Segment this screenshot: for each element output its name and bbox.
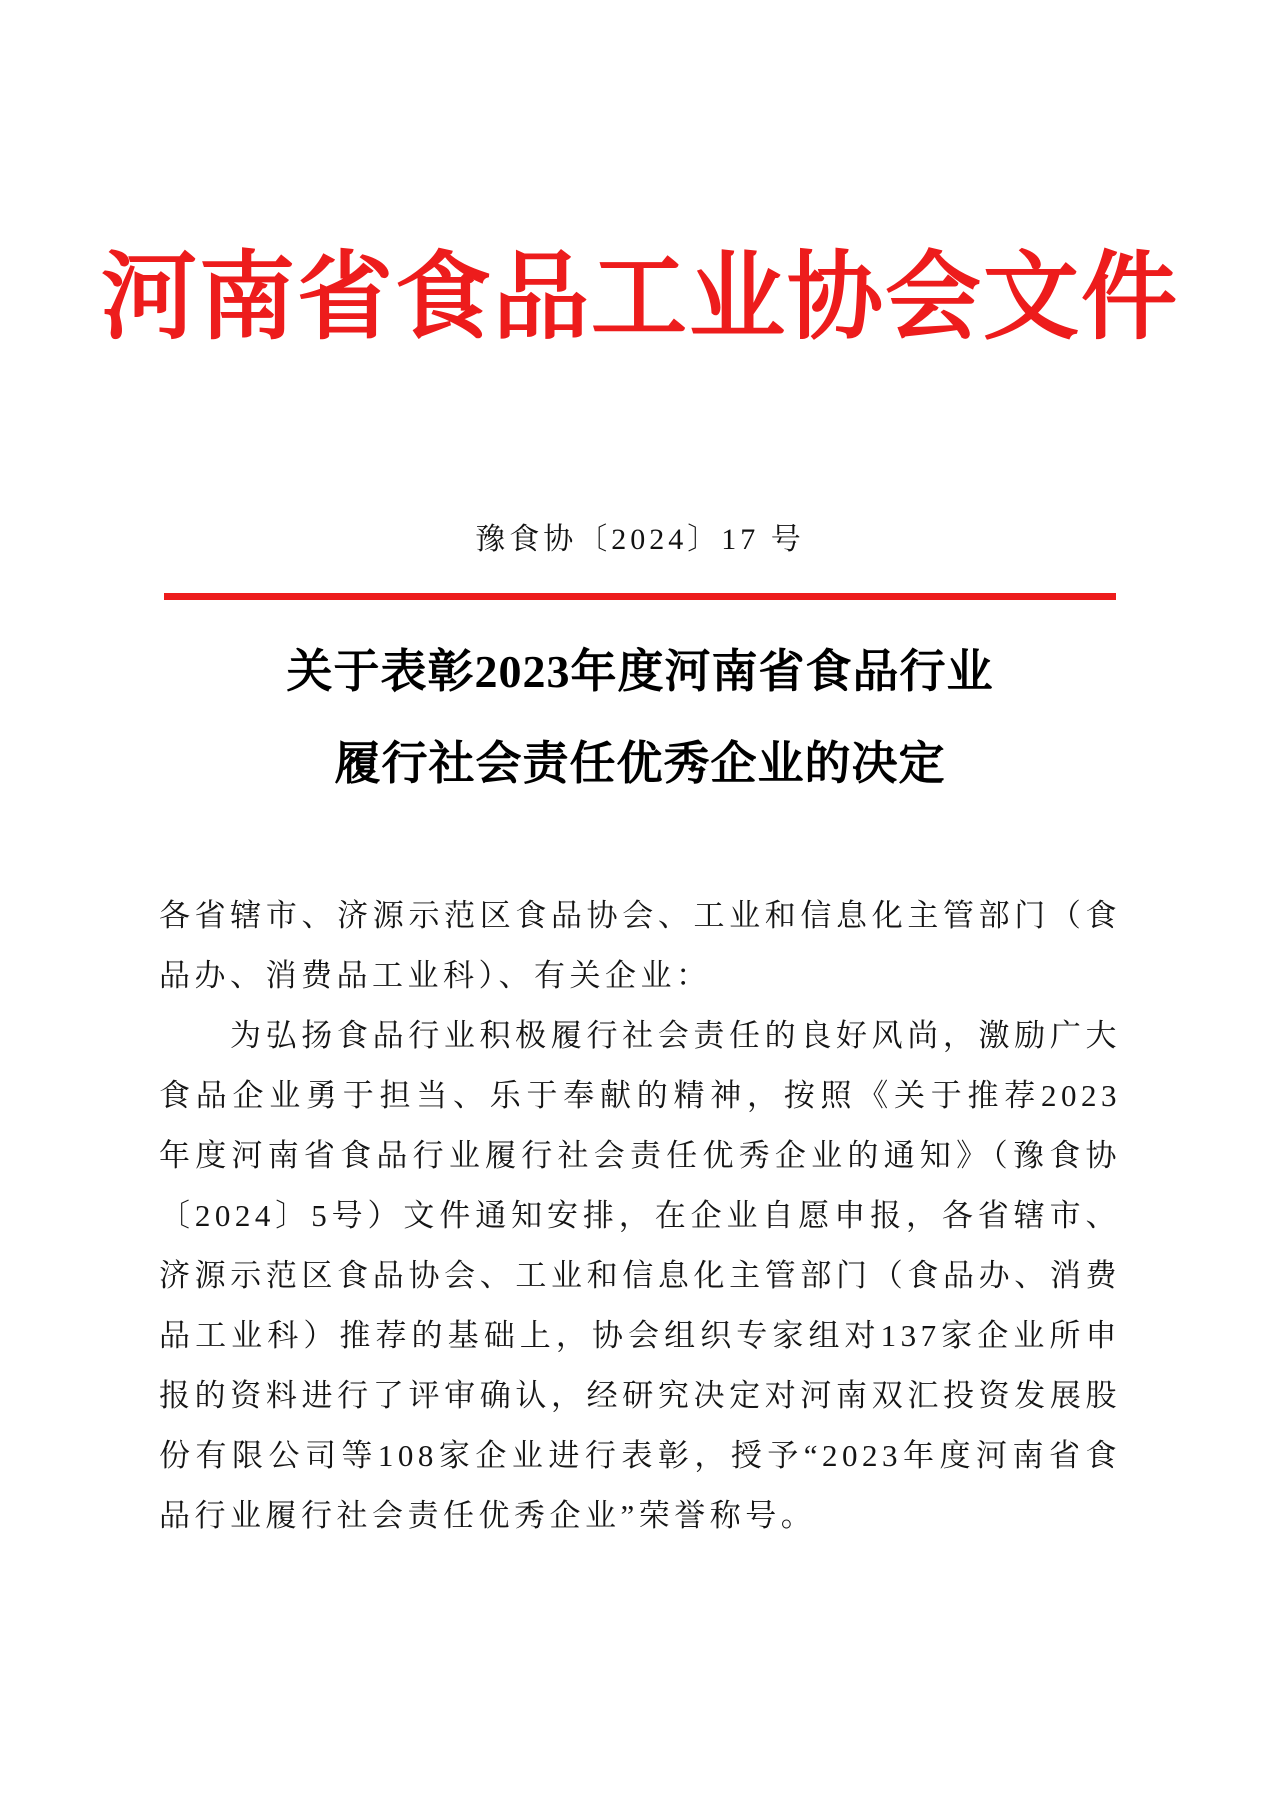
salutation-paragraph: 各省辖市、济源示范区食品协会、工业和信息化主管部门（食品办、消费品工业科）、有关企业： [159, 898, 1121, 993]
document-title [0, 626, 1280, 810]
document-number: 豫食协〔2024〕17 号 [475, 523, 805, 556]
document-body [159, 886, 1121, 1546]
body-paragraph: 为弘扬食品行业积极履行社会责任的良好风尚，激励广大食品企业勇于担当、乐于奉献的精神，按照《关于推荐2023年度河南省食品行业履行社会责任优秀企业的通知》（豫食协〔2024〕5号）文件通知安排，在企业自愿申报，各省辖市、济源示范区食品协会、工业和信息化主管部门（食品办、消费品工业科）推荐的基础上，协会组织专家组对137家企业所申报的资料进行了评审确认，经研究决定对河南双汇投资发展股份有限公司等108家企业进行表彰，授予“2023年度河南省食品行业履行社会责任优秀企业”荣誉称号。 [159, 1018, 1121, 1533]
document-title-line2: 履行社会责任优秀企业的决定 [334, 738, 946, 789]
document-title-line1: 关于表彰2023年度河南省食品行业 [286, 646, 994, 697]
red-header-org-title: 河南省食品工业协会文件 [101, 244, 1179, 351]
red-divider-line [164, 593, 1116, 600]
